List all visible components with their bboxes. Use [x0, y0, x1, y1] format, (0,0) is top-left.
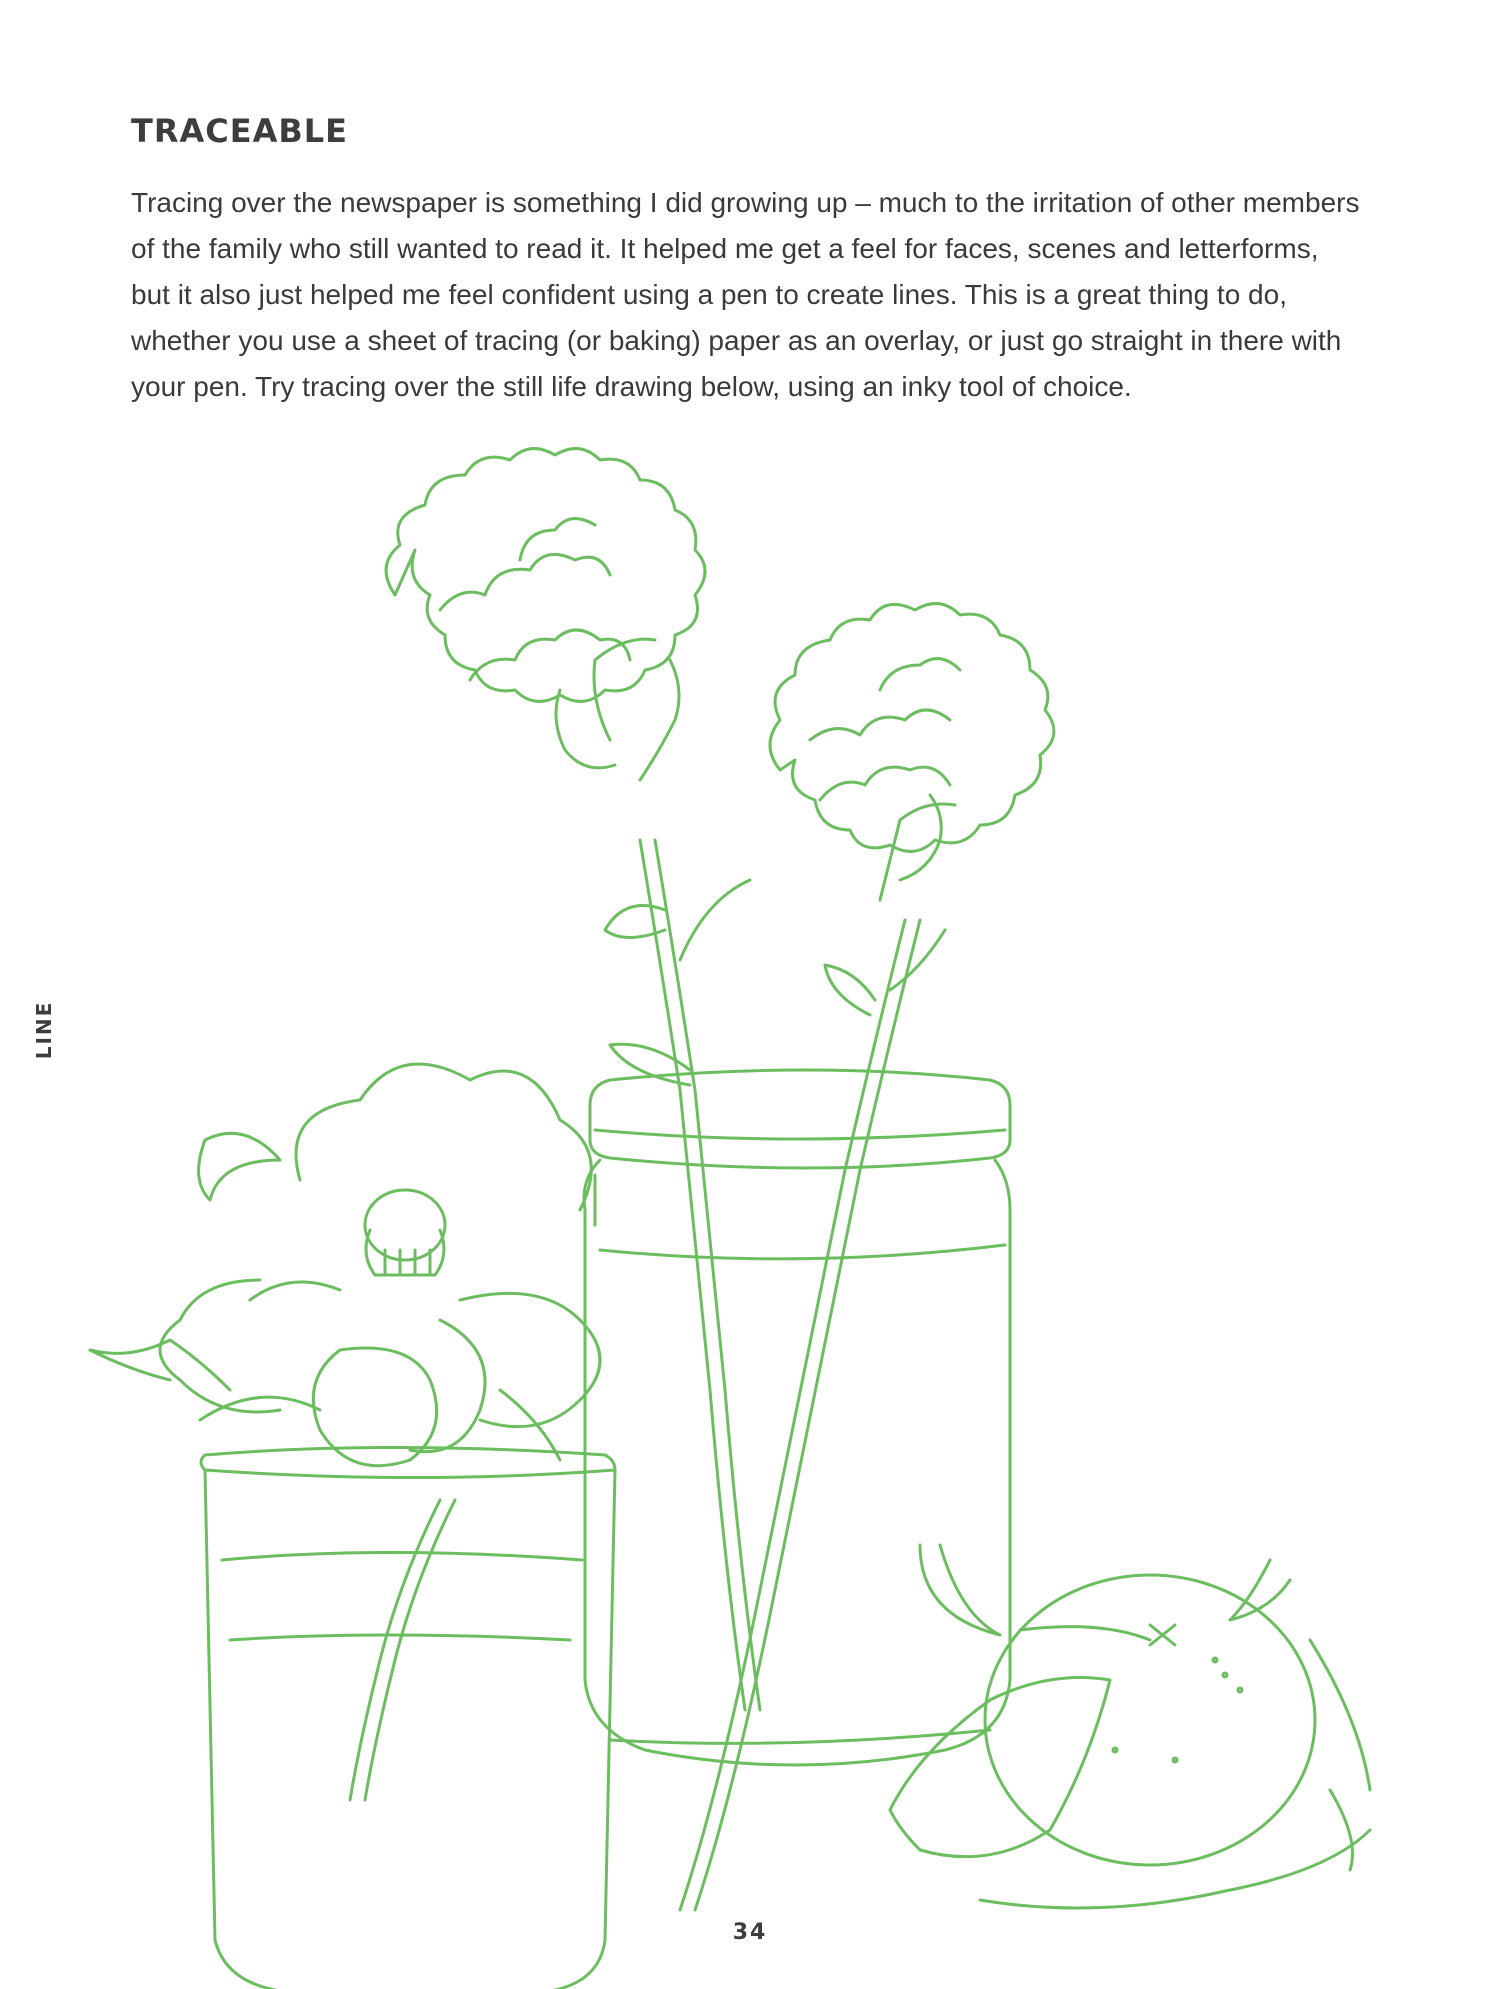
glass-tumbler [201, 1448, 615, 1989]
page-number: 34 [732, 1920, 768, 1945]
chapter-side-label: LINE [32, 1000, 56, 1060]
section-heading: TRACEABLE [131, 112, 348, 150]
carnation-flower-right [770, 604, 1054, 900]
mason-jar [584, 1070, 1010, 1765]
carnation-flower-left [386, 449, 705, 780]
body-paragraph: Tracing over the newspaper is something I did growing up – much to the irritation of other members of the family who still wanted to read it. It helped me get a feel for faces, scenes and letterforms, but it also just helped me feel confident using a pen to create lines. This is a great thing to do, whether you use a sheet of tracing (or baking) paper as an overlay, or just go straight in there with your pen. Try tracing over the still life drawing below, using an inky tool of choice. [131, 187, 1360, 402]
magnolia-flower [90, 1064, 600, 1466]
magnolia-stem [350, 1500, 455, 1800]
carnation-stems [605, 840, 945, 1910]
mandarin-orange [890, 1545, 1370, 1908]
